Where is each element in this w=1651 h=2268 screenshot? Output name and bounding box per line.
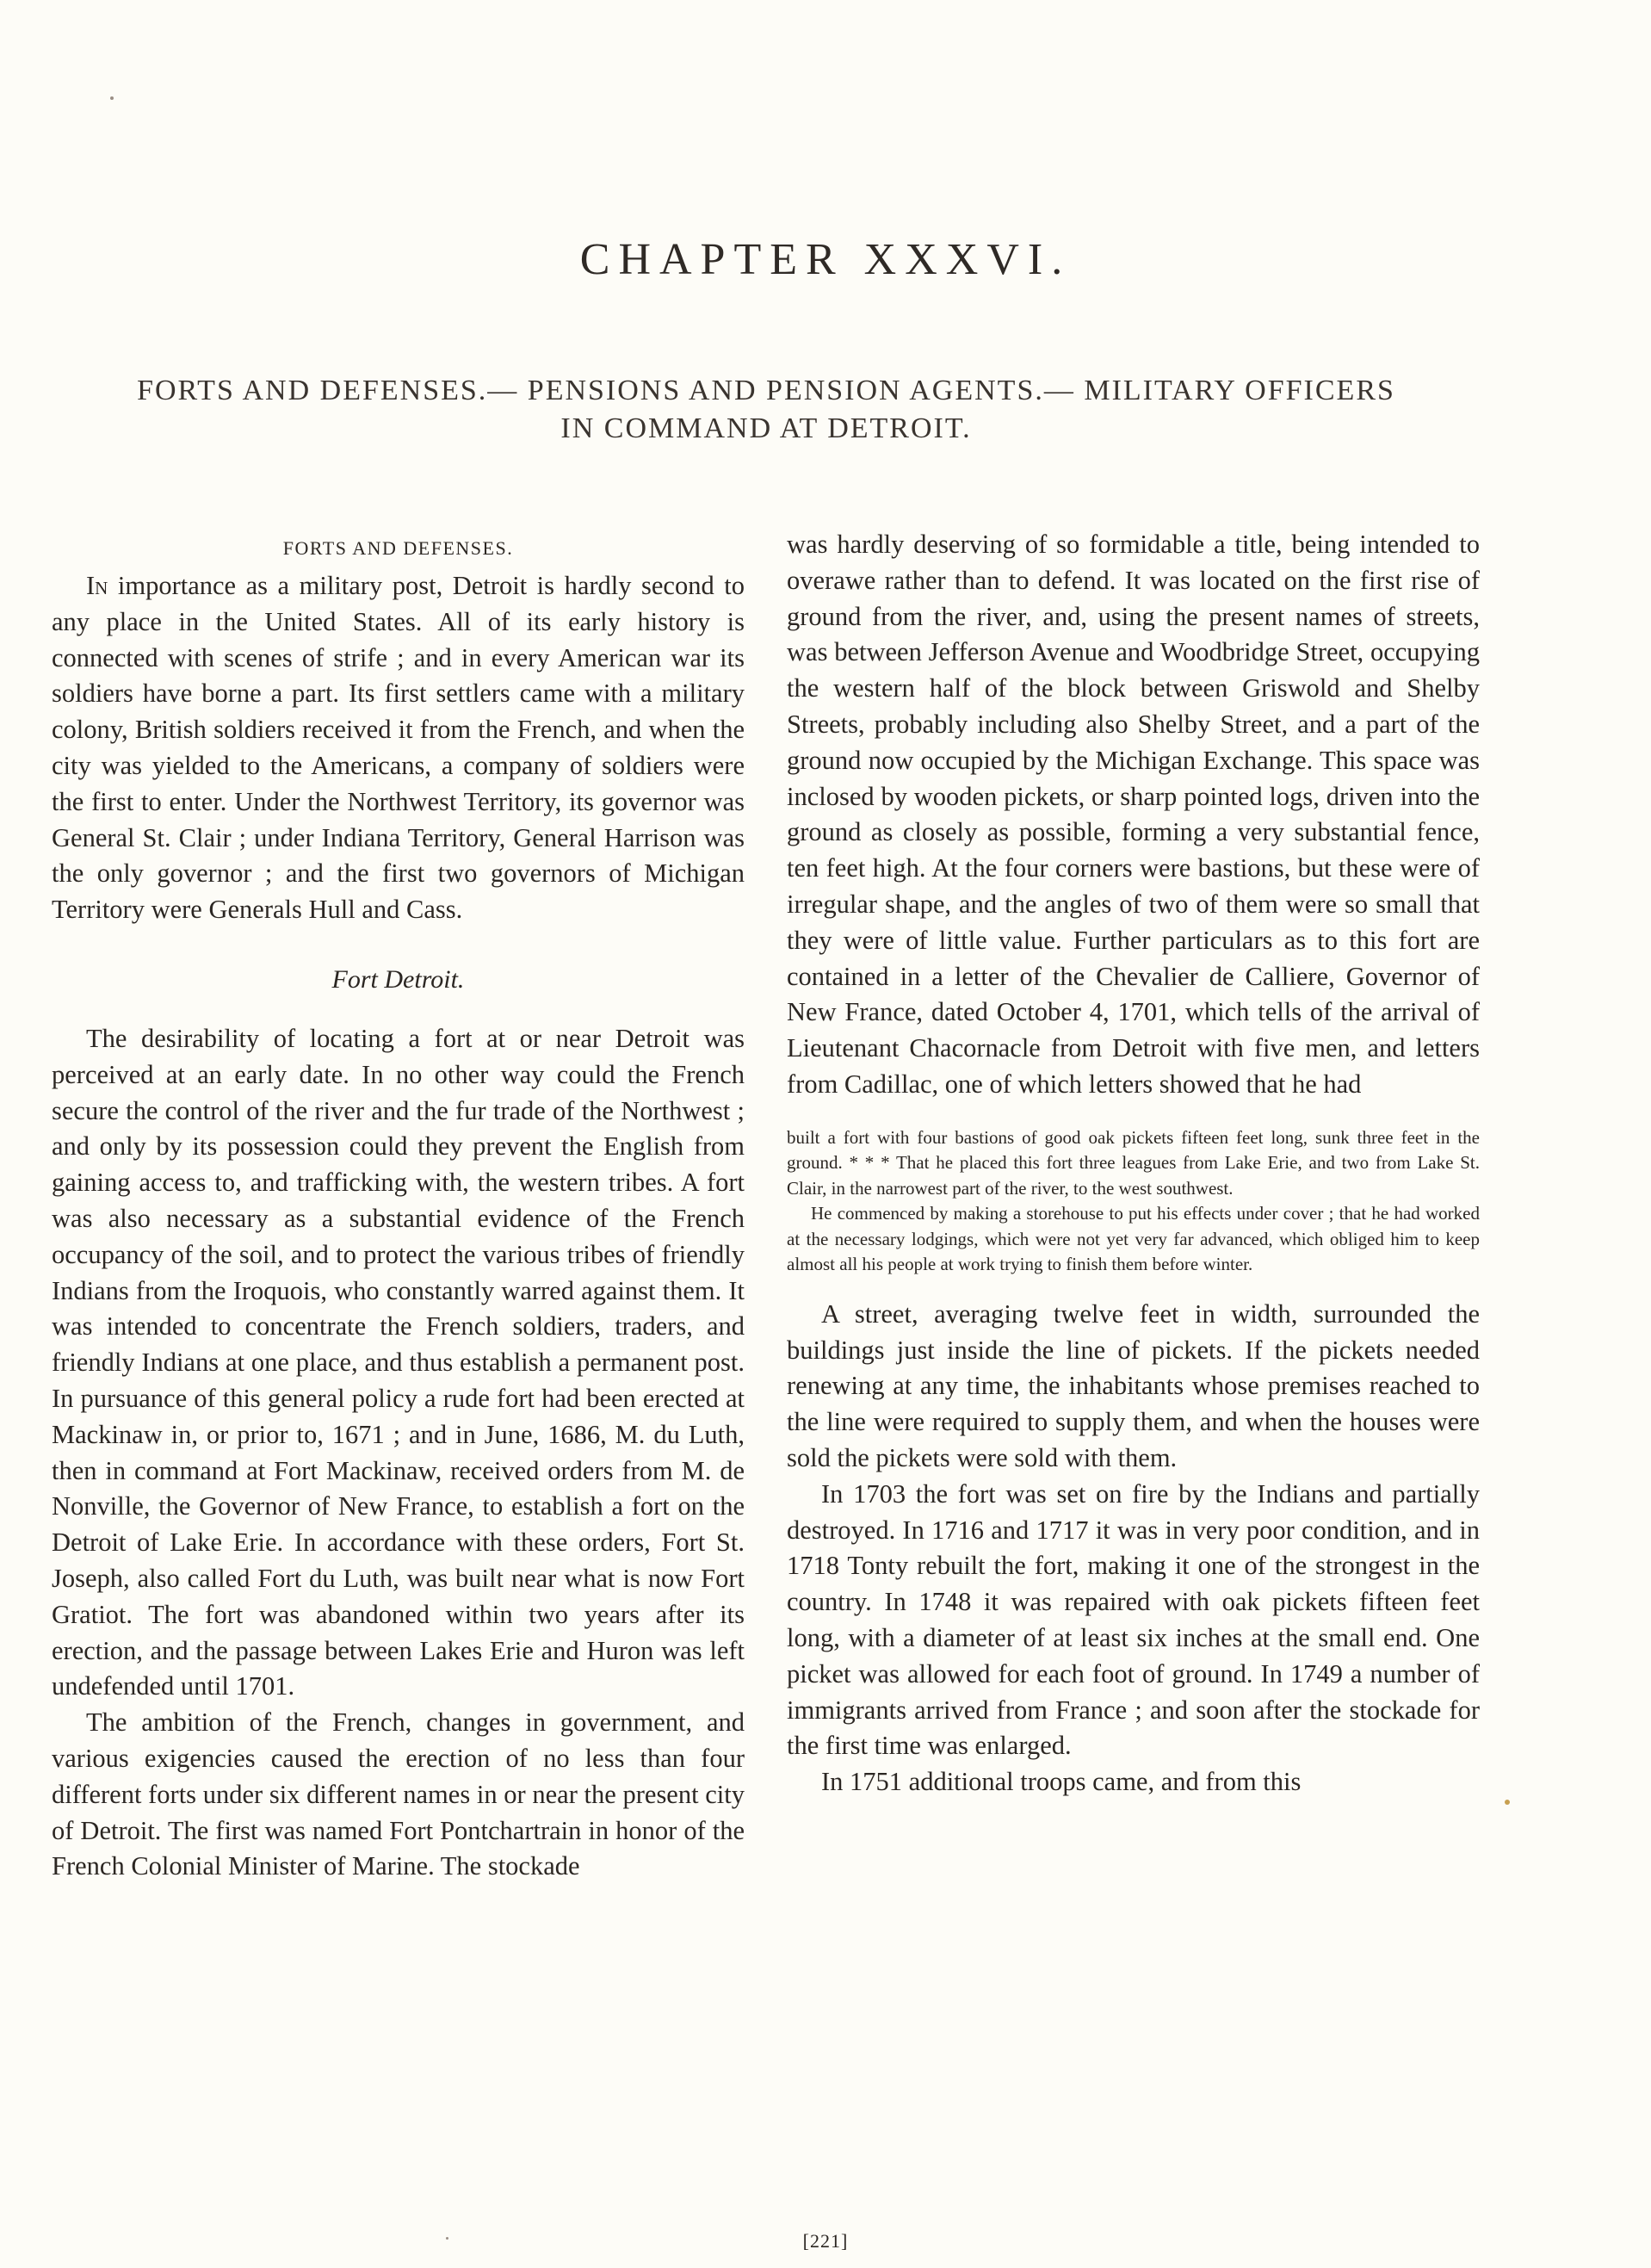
right-column	[787, 527, 1480, 1800]
subtitle-line-1: FORTS AND DEFENSES.— PENSIONS AND PENSION AGENTS.— MILITARY OFFICERS	[137, 375, 1395, 406]
paragraph	[52, 568, 745, 928]
paragraph: In 1703 the fort was set on fire by the Indians and partially destroyed. In 1716 and 1717 it was in very poor condition, and in 1718 Tonty rebuilt the fort, making it one of the strongest in the country. In 1748 it was repaired with oak pickets fifteen feet long, with a diameter of at least six inches at the small end. One picket was allowed for each foot of ground. In 1749 a number of immigrants arrived from France ; and soon after the stockade for the first time was enlarged.	[787, 1478, 1480, 1761]
paragraph: A street, averaging twelve feet in width, surrounded the buildings just inside the line of pickets. If the pickets needed renewing at any time, the inhabitants whose premises reached to the line were required to supply them, and when the houses were sold the pickets were sold with them.	[787, 1298, 1480, 1472]
page-number: [221]	[802, 2230, 849, 2252]
section-heading: FORTS AND DEFENSES.	[282, 537, 514, 559]
block-quote	[787, 1125, 1480, 1278]
paper-speck	[110, 96, 114, 100]
subsection-heading: Fort Detroit.	[331, 964, 465, 994]
left-column	[52, 527, 745, 1885]
paragraph-text: importance as a military post, Detroit is hardly second to any place in the United States. All of its early history is connected with scenes of strife ; and in every American war its soldiers have borne a part. Its first settlers came with a military colony, British soldiers received it from the French, and when the city was yielded to the Americans, a company of soldiers were the first to enter. Under the Northwest Territory, its governor was General St. Clair ; under Indiana Territory, General Harrison was the only governor ; and the first two governors of Michigan Territory were Generals Hull and Cass.	[52, 571, 745, 925]
paper-speck	[1505, 1800, 1510, 1805]
chapter-title: CHAPTER XXXVI.	[579, 235, 1072, 284]
quote-paragraph: built a fort with four bastions of good oak pickets fifteen feet long, sunk three feet in the ground. * * * That he placed this fort three leagues from Lake Erie, and two from Lake St. Clair, in the narrowest part of the river, to the west southwest.	[787, 1126, 1480, 1199]
paragraph: was hardly deserving of so formidable a title, being intended to overawe rather than to defend. It was located on the first rise of ground from the river, and, using the present names of streets, was between Jefferson Avenue and Woodbridge Street, occupying the western half of the block between Griswold and Shelby Streets, probably including also Shelby Street, and a part of the ground now occupied by the Michigan Exchange. This space was inclosed by wooden pickets, or sharp pointed logs, driven into the ground as closely as possible, forming a very substantial fence, ten feet high. At the four corners were bastions, but these were of irregular shape, and the angles of two of them were so small that they were of little value. Further particulars as to this fort are contained in a letter of the Chevalier de Calliere, Governor of New France, dated October 4, 1701, which tells of the arrival of Lieutenant Chacornacle from Detroit with five men, and letters from Cadillac, one of which letters showed that he had	[787, 530, 1480, 1099]
quote-paragraph: He commenced by making a storehouse to put his effects under cover ; that he had worked at the necessary lodgings, which were not yet very far advanced, which obliged him to keep almost all his people at work trying to finish them before winter.	[787, 1203, 1480, 1275]
paragraph: The ambition of the French, changes in government, and various exigencies caused the erection of no less than four different forts under six different names in or near the present city of Detroit. The first was named Fort Pontchartrain in honor of the French Colonial Minister of Marine. The stockade	[52, 1707, 745, 1881]
paragraph: The desirability of locating a fort at or near Detroit was perceived at an early date. In no other way could the French secure the control of the river and the fur trade of the Northwest ; and only by its possession could they prevent the English from gaining access to, and trafficking with, the western tribes. A fort was also necessary as a substantial evidence of the French occupancy of the soil, and to protect the various tribes of friendly Indians from the Iroquois, who constantly warred against them. It was intended to concentrate the French soldiers, traders, and friendly Indians at one place, and thus establish a permanent post. In pursuance of this general policy a rude fort had been erected at Mackinaw in, or prior to, 1671 ; and in June, 1686, M. du Luth, then in command at Fort Mackinaw, received orders from M. de Nonville, the Governor of New France, to establish a fort on the Detroit of Lake Erie. In accordance with these orders, Fort St. Joseph, also called Fort du Luth, was built near what is now Fort Gratiot. The fort was abandoned within two years after its erection, and the passage between Lakes Erie and Huron was left undefended until 1701.	[52, 1023, 745, 1701]
paragraph: In 1751 additional troops came, and from this	[821, 1767, 1302, 1797]
subtitle-line-2: IN COMMAND AT DETROIT.	[560, 412, 972, 444]
chapter-subtitle	[52, 372, 1481, 448]
paragraph-lead: In	[86, 571, 108, 600]
